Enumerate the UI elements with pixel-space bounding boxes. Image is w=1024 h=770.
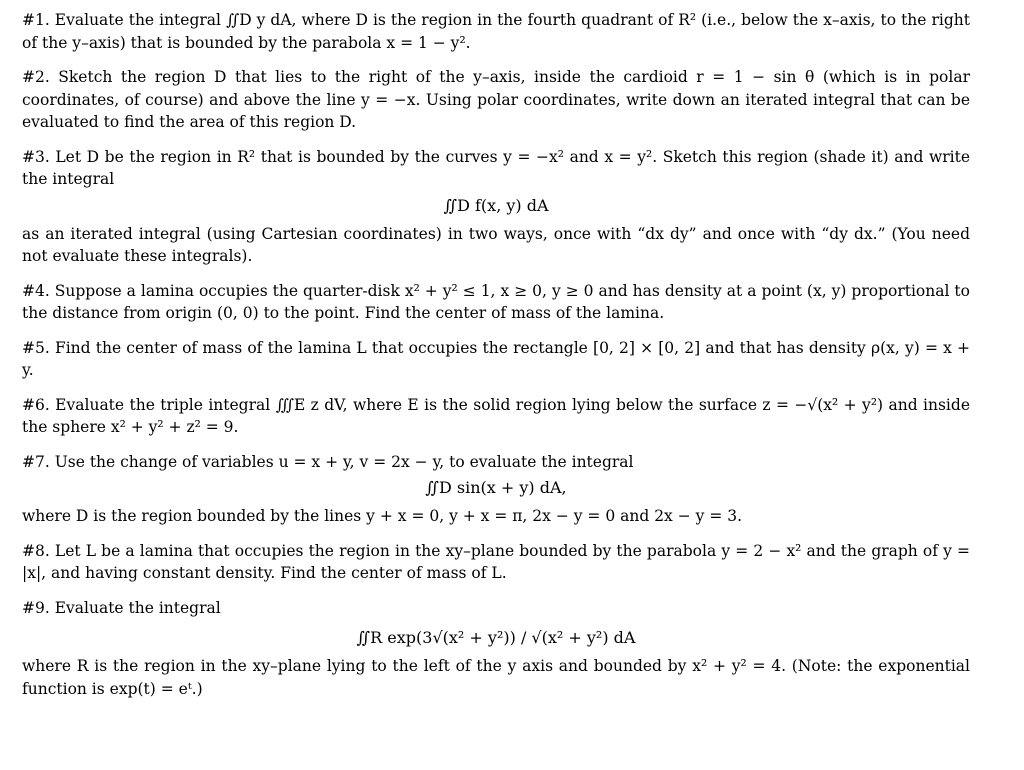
problem-2-text: #2. Sketch the region D that lies to the right of the y–axis, inside the cardioid r = 1 − sin θ (which is in polar coordinates, of course) and above the line y = −x. Using polar coordinates, write down an iterated integral that can be evaluated to find the area of this region D. [22,68,970,131]
problem-8-text: #8. Let L be a lamina that occupies the region in the xy–plane bounded by the parabola y = 2 − x² and the graph of y = |x|, and having constant density. Find the center of mass of L. [22,541,970,582]
problem-5-text: #5. Find the center of mass of the lamina L that occupies the rectangle [0, 2] × [0, 2] and that has density ρ(x, y) = x + y. [22,338,970,379]
problem-6 [22,394,970,439]
problem-8 [22,540,970,585]
problem-3-integral: ∬D f(x, y) dA [443,195,549,215]
problem-7 [22,451,970,528]
problem-7-integral: ∬D sin(x + y) dA, [425,478,567,497]
problem-9-text: #9. Evaluate the integral [22,598,221,617]
problem-1-text: #1. Evaluate the integral ∬D y dA, where D is the region in the fourth quadrant of R² (i.e., below the x–axis, to the right of the y–axis) that is bounded by the parabola x = 1 − y². [22,11,970,52]
problem-9 [22,597,970,701]
problem-6-text: #6. Evaluate the triple integral ∭E z dV, where E is the solid region lying below the surface z = −√(x² + y²) and inside the sphere x² + y² + z² = 9. [22,395,970,436]
problem-9-integral: ∬R exp(3√(x² + y²)) / √(x² + y²) dA [356,628,636,647]
problem-3-after-text: as an iterated integral (using Cartesian coordinates) in two ways, once with “dx dy” and once with “dy dx.” (You need not evaluate these integrals). [22,224,970,265]
problem-2 [22,66,970,134]
problem-7-after-text: where D is the region bounded by the lines y + x = 0, y + x = π, 2x − y = 0 and 2x − y = 3. [22,507,743,525]
problem-3 [22,146,970,268]
problem-9-after-text: where R is the region in the xy–plane lying to the left of the y axis and bounded by x² + y² = 4. (Note: the exponential function is exp(t) = eᵗ.) [22,657,970,698]
problem-1 [22,9,970,54]
problem-5 [22,337,970,382]
problem-set [22,9,970,700]
problem-3-text: #3. Let D be the region in R² that is bounded by the curves y = −x² and x = y². Sketch this region (shade it) and write the integral [22,147,970,188]
problem-4 [22,280,970,325]
problem-7-text: #7. Use the change of variables u = x + y, v = 2x − y, to evaluate the integral [22,452,634,471]
problem-4-text: #4. Suppose a lamina occupies the quarter-disk x² + y² ≤ 1, x ≥ 0, y ≥ 0 and has density at a point (x, y) proportional to the distance from origin (0, 0) to the point. Find the center of mass of the lamina. [22,281,970,322]
